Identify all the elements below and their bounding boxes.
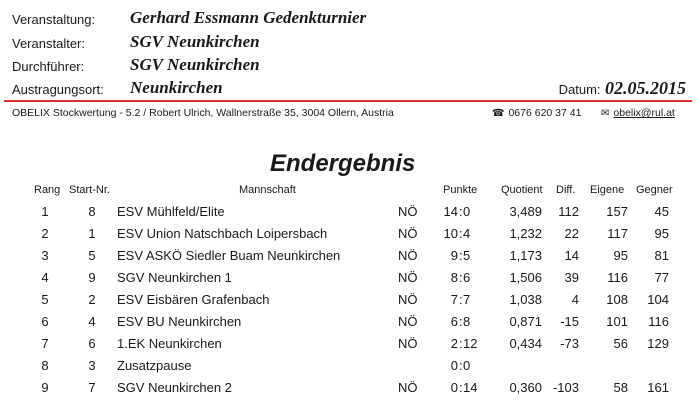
land-cell: NÖ: [398, 292, 418, 307]
eigene-cell: 117: [607, 226, 628, 241]
team-cell: ESV ASKÖ Siedler Buam Neunkirchen: [117, 248, 341, 263]
table-row: [0, 245, 700, 267]
eigene-cell: 58: [613, 380, 628, 395]
start-cell: 3: [88, 358, 96, 373]
rang-cell: 7: [41, 336, 49, 351]
durchfuehrer-label: Durchführer:: [12, 59, 85, 74]
ort-label: Austragungsort:: [12, 82, 104, 97]
punkte-plus-cell: 14: [443, 204, 458, 219]
eigene-cell: 157: [606, 204, 628, 219]
quotient-cell: 0,871: [509, 314, 542, 329]
col-eigene: Eigene: [590, 184, 625, 196]
land-cell: NÖ: [398, 226, 418, 241]
start-cell: 6: [88, 336, 96, 351]
datum: [559, 78, 686, 99]
col-quotient: Quotient: [501, 184, 543, 196]
diff-cell: -15: [560, 314, 579, 329]
table-row: [0, 355, 700, 377]
land-cell: NÖ: [398, 270, 418, 285]
team-cell: Zusatzpause: [117, 358, 192, 373]
eigene-cell: 116: [607, 270, 628, 285]
col-diff: Diff.: [556, 184, 576, 196]
rang-cell: 2: [41, 226, 49, 241]
punkte-plus-cell: 0: [450, 380, 458, 395]
gegner-cell: 116: [648, 314, 669, 329]
quotient-cell: 1,038: [509, 292, 542, 307]
quotient-cell: 3,489: [509, 204, 542, 219]
table-row: [0, 311, 700, 333]
quotient-cell: 1,232: [509, 226, 542, 241]
gegner-cell: 129: [647, 336, 669, 351]
start-cell: 9: [88, 270, 96, 285]
start-cell: 7: [88, 380, 96, 395]
gegner-cell: 104: [647, 292, 669, 307]
diff-cell: 4: [571, 292, 579, 307]
eigene-cell: 108: [606, 292, 628, 307]
eigene-cell: 95: [613, 248, 628, 263]
punkte-plus-cell: 0: [450, 358, 458, 373]
rang-cell: 9: [41, 380, 49, 395]
durchfuehrer-value: SGV Neunkirchen: [130, 55, 260, 74]
diff-cell: -103: [552, 380, 579, 395]
veranstaltung-value: Gerhard Essmann Gedenkturnier: [130, 8, 367, 27]
punkte-plus-cell: 9: [450, 248, 458, 263]
punkte-sep: :: [459, 380, 463, 395]
email-link[interactable]: obelix@rul.at: [613, 107, 675, 119]
rang-cell: 6: [41, 314, 49, 329]
punkte-sep: :: [459, 248, 463, 263]
gegner-cell: 45: [654, 204, 669, 219]
land-cell: NÖ: [398, 380, 418, 395]
col-rang: Rang: [34, 184, 61, 196]
punkte-minus-cell: 14: [463, 380, 478, 395]
datum-label: Datum:: [558, 82, 601, 97]
rang-cell: 1: [41, 204, 49, 219]
start-cell: 4: [88, 314, 96, 329]
punkte-sep: :: [459, 226, 463, 241]
punkte-sep: :: [459, 358, 463, 373]
punkte-plus-cell: 10: [443, 226, 458, 241]
punkte-plus-cell: 6: [450, 314, 458, 329]
punkte-plus-cell: 7: [450, 292, 458, 307]
table-row: [0, 333, 700, 355]
start-cell: 5: [88, 248, 96, 263]
start-cell: 8: [88, 204, 96, 219]
eigene-cell: 56: [613, 336, 628, 351]
publisher-phone: [492, 107, 581, 119]
punkte-minus-cell: 7: [463, 292, 471, 307]
table-row: [0, 223, 700, 245]
diff-cell: 39: [564, 270, 579, 285]
team-cell: 1.EK Neunkirchen: [117, 336, 222, 351]
table-row: [0, 267, 700, 289]
team-cell: SGV Neunkirchen 2: [117, 380, 232, 395]
punkte-sep: :: [459, 314, 463, 329]
punkte-minus-cell: 8: [463, 314, 471, 329]
punkte-minus-cell: 4: [463, 226, 471, 241]
punkte-sep: :: [459, 336, 463, 351]
phone-number: 0676 620 37 41: [508, 107, 582, 119]
quotient-cell: 0,360: [509, 380, 542, 395]
header-divider: [4, 100, 692, 102]
col-start: Start-Nr.: [69, 184, 110, 196]
col-gegner: Gegner: [636, 184, 673, 196]
mail-icon: ✉: [601, 108, 610, 119]
table-row: [0, 289, 700, 311]
land-cell: NÖ: [398, 204, 418, 219]
punkte-sep: :: [459, 292, 463, 307]
punkte-minus-cell: 5: [463, 248, 471, 263]
punkte-plus-cell: 2: [450, 336, 458, 351]
table-row: [0, 377, 700, 399]
veranstalter-label: Veranstalter:: [12, 36, 85, 51]
land-cell: NÖ: [398, 336, 418, 351]
land-cell: NÖ: [398, 314, 418, 329]
punkte-sep: :: [459, 204, 463, 219]
rang-cell: 5: [41, 292, 49, 307]
gegner-cell: 81: [654, 248, 669, 263]
punkte-minus-cell: 0: [463, 358, 471, 373]
phone-icon: ☎: [492, 108, 505, 119]
diff-cell: 112: [558, 204, 579, 219]
team-cell: SGV Neunkirchen 1: [117, 270, 232, 285]
gegner-cell: 161: [647, 380, 669, 395]
quotient-cell: 1,173: [509, 248, 542, 263]
quotient-cell: 1,506: [509, 270, 542, 285]
land-cell: NÖ: [398, 248, 418, 263]
team-cell: ESV Mühlfeld/Elite: [117, 204, 225, 219]
punkte-minus-cell: 6: [463, 270, 471, 285]
gegner-cell: 95: [654, 226, 669, 241]
punkte-sep: :: [459, 270, 463, 285]
team-cell: ESV BU Neunkirchen: [117, 314, 242, 329]
veranstaltung-label: Veranstaltung:: [12, 12, 96, 27]
eigene-cell: 101: [606, 314, 628, 329]
diff-cell: 14: [564, 248, 579, 263]
col-mannschaft: Mannschaft: [239, 184, 296, 196]
ort-value: Neunkirchen: [130, 78, 223, 97]
team-cell: ESV Eisbären Grafenbach: [117, 292, 270, 307]
publisher-info: OBELIX Stockwertung - 5.2 / Robert Ulrich, Wallnerstraße 35, 3004 Ollern, Austria: [12, 107, 394, 119]
diff-cell: -73: [560, 336, 579, 351]
team-cell: ESV Union Natschbach Loipersbach: [117, 226, 328, 241]
punkte-minus-cell: 0: [463, 204, 471, 219]
start-cell: 1: [88, 226, 96, 241]
punkte-minus-cell: 12: [463, 336, 478, 351]
gegner-cell: 77: [654, 270, 669, 285]
start-cell: 2: [88, 292, 96, 307]
punkte-plus-cell: 8: [450, 270, 458, 285]
rang-cell: 8: [41, 358, 49, 373]
veranstalter-value: SGV Neunkirchen: [130, 32, 260, 51]
diff-cell: 22: [564, 226, 579, 241]
rang-cell: 3: [41, 248, 49, 263]
quotient-cell: 0,434: [509, 336, 542, 351]
datum-value: 02.05.2015: [605, 78, 686, 98]
rang-cell: 4: [41, 270, 49, 285]
page-title: Endergebnis: [270, 150, 416, 177]
publisher-email[interactable]: [601, 107, 675, 119]
table-row: [0, 201, 700, 223]
col-punkte: Punkte: [443, 184, 478, 196]
